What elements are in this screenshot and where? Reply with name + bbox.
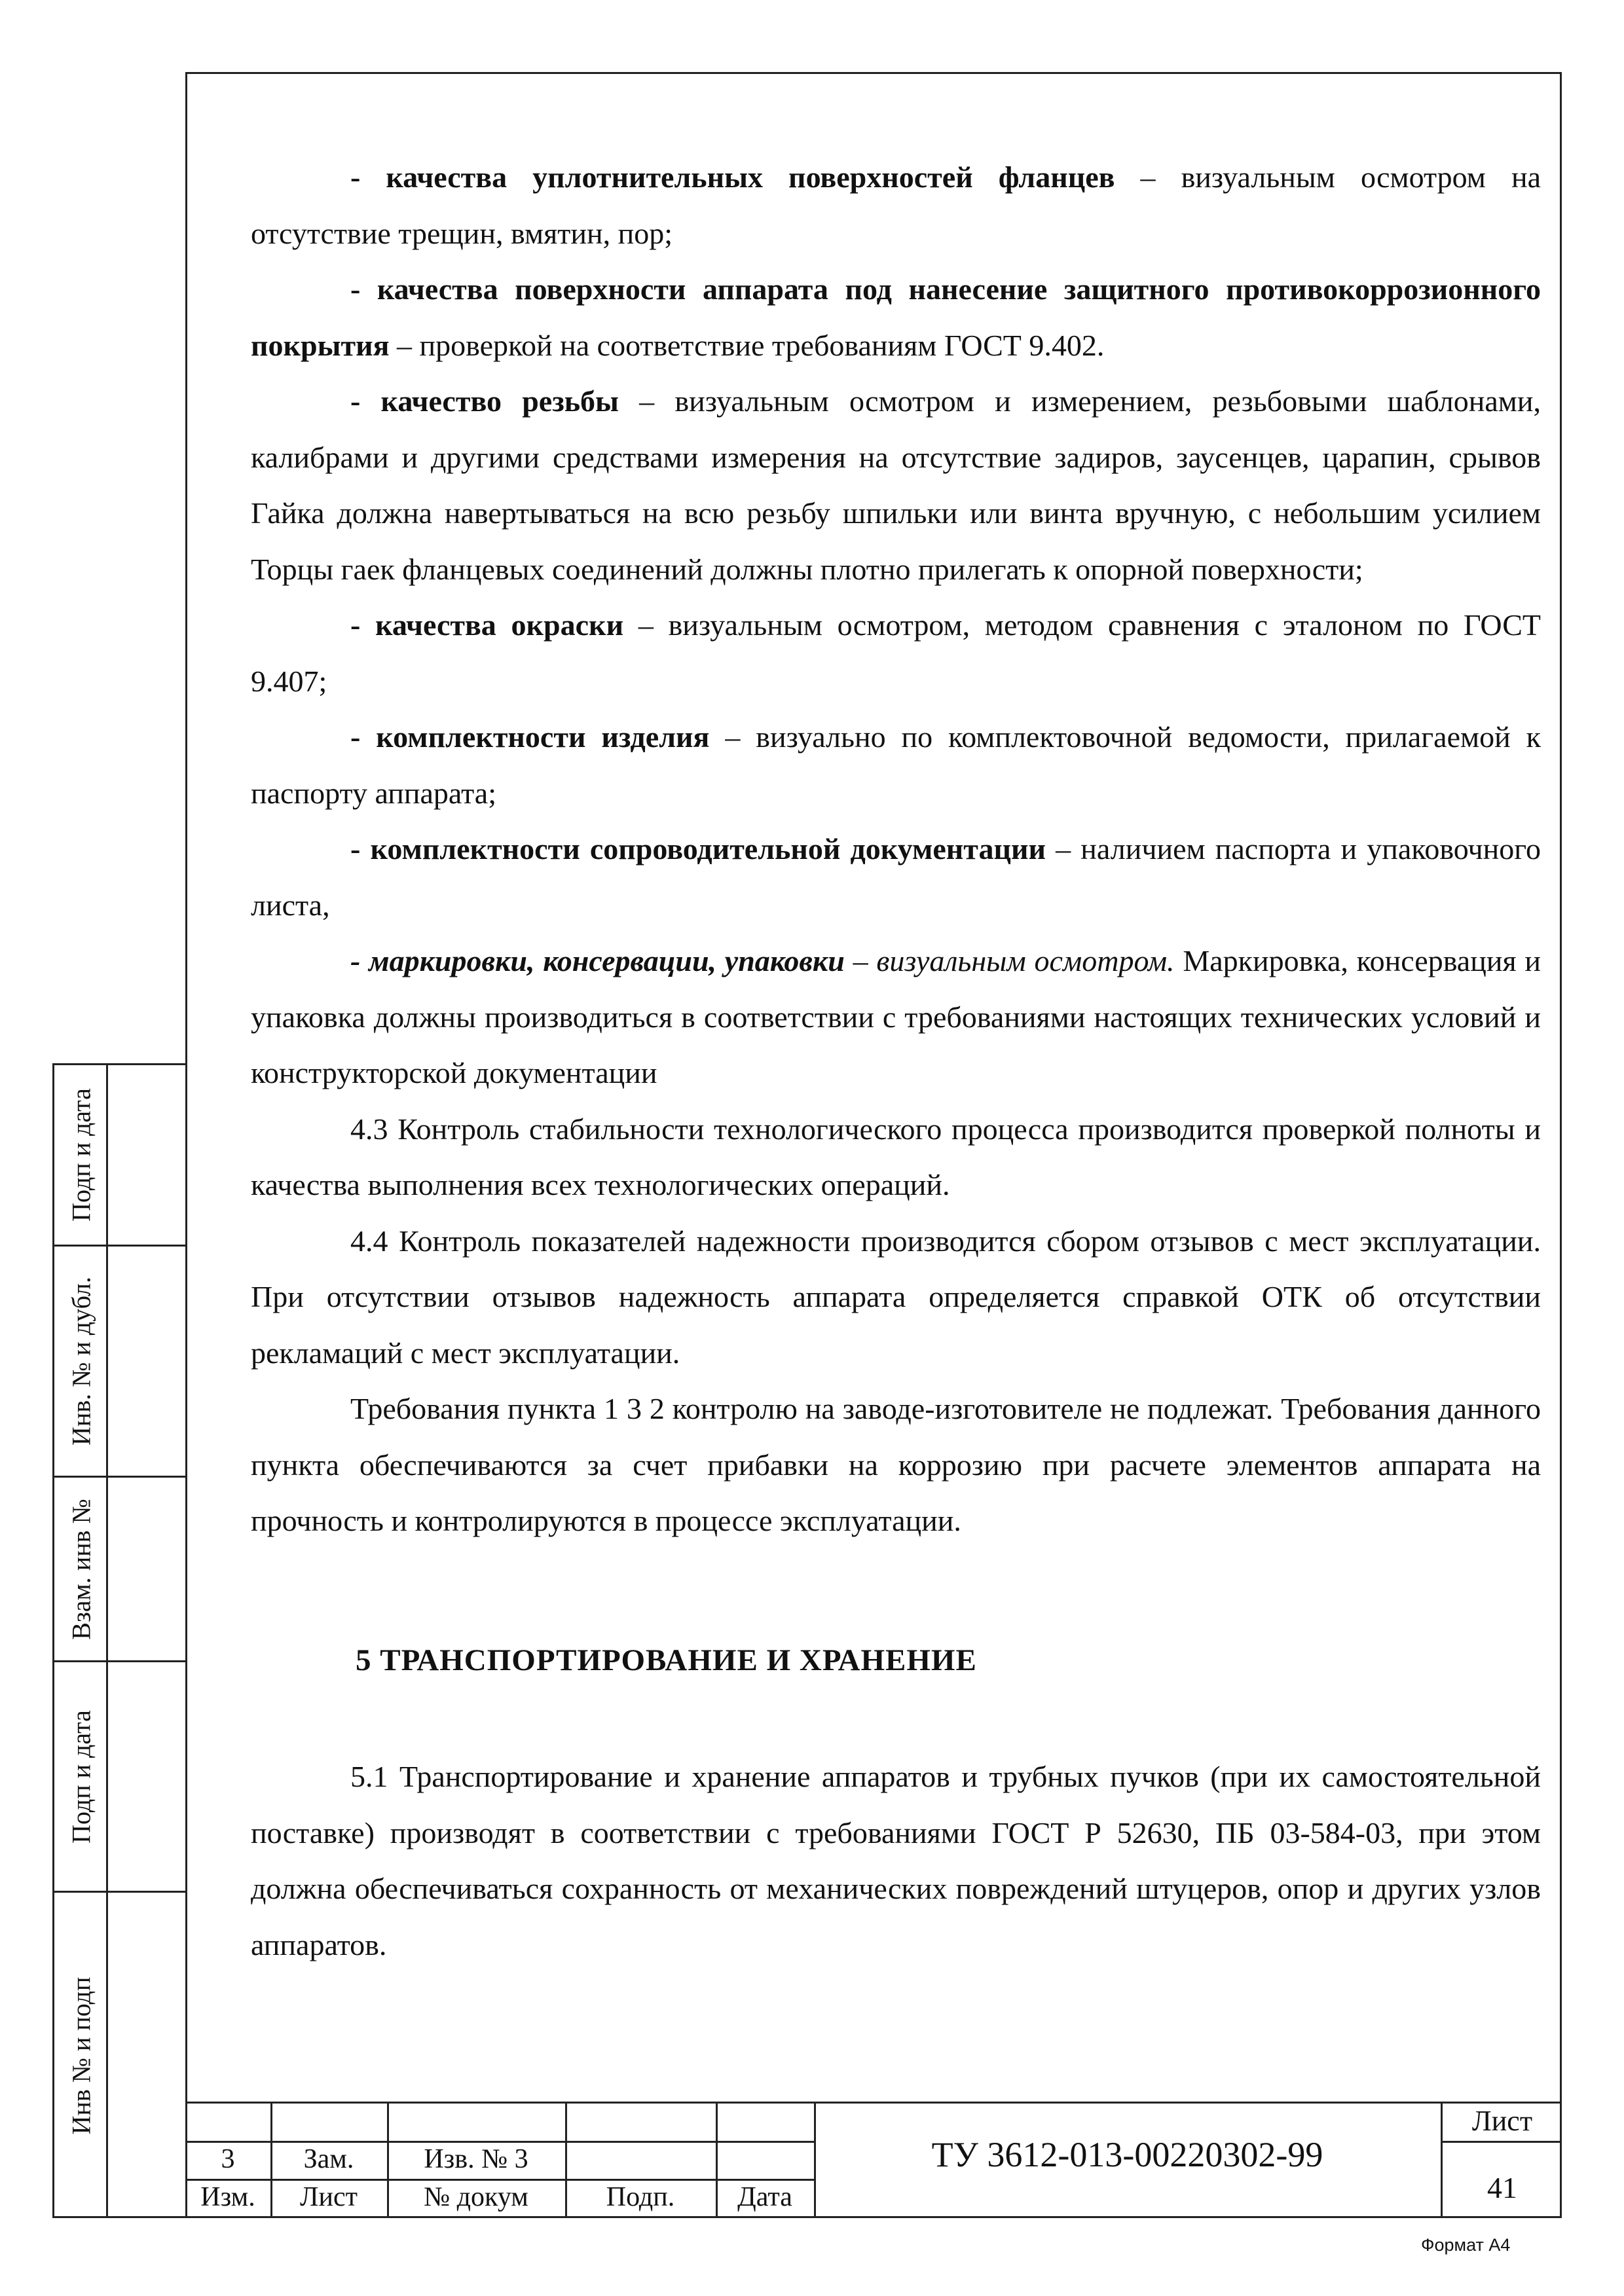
bold-term: - качества окраски <box>350 608 624 642</box>
side-label: Инв № и подп <box>66 1977 96 2134</box>
col-header-list: Лист <box>300 2182 358 2212</box>
col-header-sign: Подп. <box>606 2182 675 2212</box>
title-block <box>185 2102 1562 2218</box>
sheet-number: 41 <box>1487 2171 1517 2204</box>
paragraph-text: – проверкой на соответствие требованиям ГОСТ 9.402. <box>389 328 1105 362</box>
paragraph <box>251 821 1541 933</box>
paragraph <box>251 261 1541 373</box>
paragraph <box>251 597 1541 709</box>
sheet-label: Лист <box>1471 2105 1533 2137</box>
side-label: Подп и дата <box>66 1088 96 1222</box>
bold-term: - качества поверхности аппарата под нанесение защитного противокоррозионного покрытия <box>251 272 1541 362</box>
section-heading: 5 ТРАНСПОРТИРОВАНИЕ И ХРАНЕНИЕ <box>356 1643 977 1677</box>
revision-document: Изв. № 3 <box>424 2144 528 2174</box>
side-label: Взам. инв № <box>66 1498 96 1640</box>
paragraph <box>251 1101 1541 1213</box>
paragraph-text: – наличием паспорта и упаковочного листа, <box>251 832 1541 922</box>
paragraph-text: 4.4 Контроль показателей надежности производится сбором отзывов с мест эксплуатации. При отсутствии отзывов надежность аппарата определяется справкой ОТК об отсутствии рекламаций с мест эксплуатации. <box>251 1224 1541 1370</box>
side-cell <box>54 1893 108 2218</box>
paragraph <box>251 149 1541 261</box>
paragraph-text: 5.1 Транспортирование и хранение аппаратов и трубных пучков (при их самостоятельной поставке) производят в соответствии с требованиями ГОСТ Р 52630, ПБ 03-584-03, при этом должна обеспечиваться сохранность от механических повреждений штуцеров, опор и других узлов аппаратов. <box>251 1760 1541 1961</box>
paragraph <box>251 1749 1541 1973</box>
side-cell <box>54 1662 108 1893</box>
document-code: ТУ 3612-013-00220302-99 <box>931 2135 1323 2174</box>
side-cell <box>54 1065 108 1247</box>
paragraph <box>251 1381 1541 1549</box>
paragraph-text: Требования пункта 1 3 2 контролю на заводе-изготовителе не подлежат. Требования данного пункта обеспечиваются за счет прибавки на коррозию при расчете элементов аппарата на прочность и контролируются в процессе эксплуатации. <box>251 1392 1541 1537</box>
col-header-doc: № докум <box>424 2182 528 2212</box>
revision-sheet: Зам. <box>303 2144 354 2174</box>
paragraph-text: – визуально по комплектовочной ведомости, прилагаемой к паспорту аппарата; <box>251 720 1541 810</box>
bold-term: - качества уплотнительных поверхностей фланцев <box>350 160 1115 194</box>
side-cell <box>54 1478 108 1662</box>
side-stamp-labels <box>52 1063 106 2218</box>
revision-number: 3 <box>221 2144 235 2174</box>
bold-term: - качество резьбы <box>350 384 619 418</box>
document-body <box>251 149 1541 1973</box>
format-label: Формат А4 <box>1421 2235 1511 2255</box>
italic-text: – визуальным осмотром. <box>844 944 1175 977</box>
paragraph-text: – визуальным осмотром, методом сравнения с эталоном по ГОСТ 9.407; <box>251 608 1541 698</box>
bold-term: - маркировки, консервации, упаковки <box>350 944 845 977</box>
paragraph <box>251 933 1541 1101</box>
bold-term: - комплектности сопроводительной документации <box>350 832 1046 866</box>
side-stamp-blank <box>106 1063 185 2218</box>
paragraph-text: 4.3 Контроль стабильности технологического процесса производится проверкой полноты и качества выполнения всех технологических операций. <box>251 1112 1541 1201</box>
side-label: Подп и дата <box>66 1709 96 1844</box>
bold-term: - комплектности изделия <box>350 720 710 754</box>
paragraph-text: Маркировка, консервация и упаковка должны производиться в соответствии с требованиями настоящих технических условий и конструкторской документации <box>251 944 1541 1089</box>
side-label: Инв. № и дубл. <box>66 1277 96 1446</box>
paragraph-text: – визуальным осмотром и измерением, резьбовыми шаблонами, калибрами и другими средствами измерения на отсутствие задиров, заусенцев, царапин, срывов Гайка должна навертываться на всю резьбу шпильки или винта вручную, с небольшим усилием Торцы гаек фланцевых соединений должны плотно прилегать к опорной поверхности; <box>251 384 1541 586</box>
paragraph <box>251 1213 1541 1381</box>
col-header-date: Дата <box>737 2182 792 2212</box>
paragraph-text: – визуальным осмотром на отсутствие трещин, вмятин, пор; <box>251 160 1541 250</box>
paragraph <box>251 709 1541 821</box>
col-header-izm: Изм. <box>200 2182 255 2212</box>
side-cell <box>54 1247 108 1478</box>
side-stamp <box>52 1063 185 2218</box>
paragraph <box>251 373 1541 597</box>
